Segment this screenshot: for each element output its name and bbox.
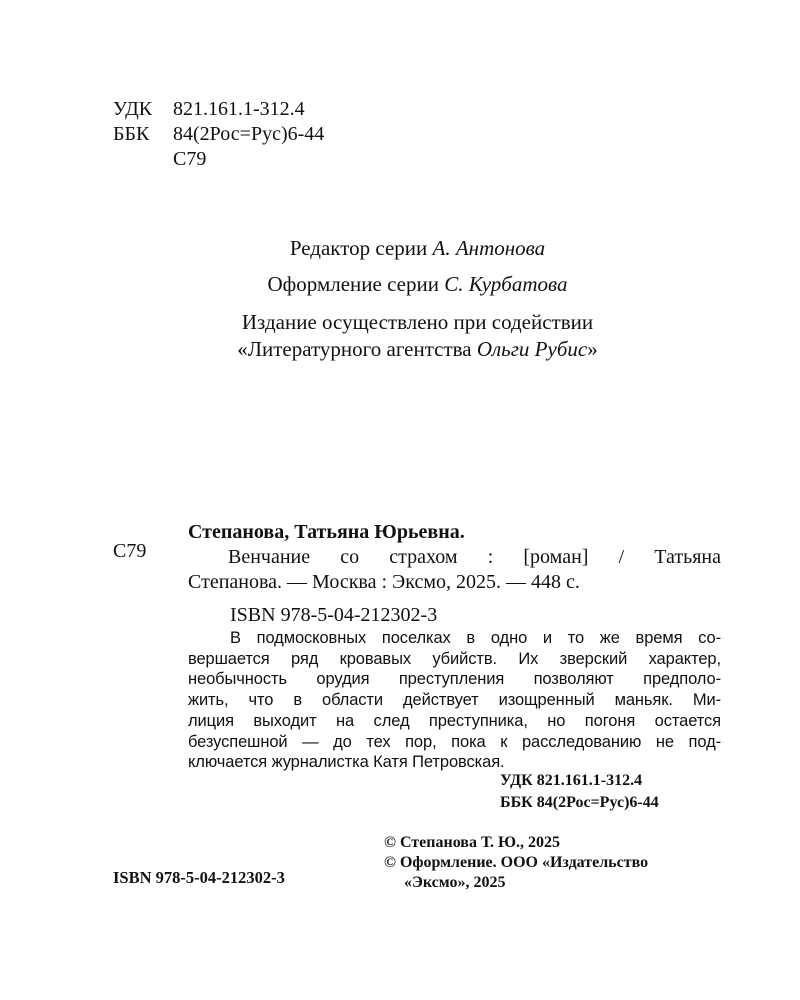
catalog-card xyxy=(188,520,721,628)
series-design-name: С. Курбатова xyxy=(444,272,568,296)
agency-line-2-prefix: «Литературного агентства xyxy=(237,337,472,361)
annotation-line: безуспешной — до тех пор, пока к расследованию не под- xyxy=(188,732,721,751)
author-sign: С79 xyxy=(173,148,207,170)
annotation-line: В подмосковных поселках в одно и то же время со- xyxy=(230,629,721,647)
agency-line-1: Издание осуществлено при содействии xyxy=(241,310,594,334)
catalog-author-heading: Степанова, Татьяна Юрьевна. xyxy=(188,521,465,543)
annotation xyxy=(188,628,721,773)
agency-line-2 xyxy=(0,336,800,363)
classification-block xyxy=(113,97,324,172)
copyright-block xyxy=(384,833,648,893)
copyright-author: © Степанова Т. Ю., 2025 xyxy=(384,834,561,851)
catalog-isbn: ISBN 978-5-04-212302-3 xyxy=(230,604,438,626)
series-editor-name: А. Антонова xyxy=(432,236,546,260)
bbk-label: ББК xyxy=(113,123,150,145)
catalog-udk: УДК 821.161.1-312.4 xyxy=(500,772,643,789)
agency-credit xyxy=(0,309,800,363)
annotation-line: лиция выходит на след преступника, но погоня остается xyxy=(188,711,721,730)
annotation-line: необычность орудия преступления позволяют предполо- xyxy=(188,670,721,689)
catalog-bbk: ББК 84(2Рос=Рус)6-44 xyxy=(500,794,659,811)
agency-line-2-suffix: » xyxy=(587,337,598,361)
annotation-line: вершается ряд кровавых убийств. Их зверский характер, xyxy=(188,649,721,668)
annotation-line: ключается журналистка Катя Петровская. xyxy=(188,753,505,772)
series-design-label: Оформление серии xyxy=(267,272,439,296)
annotation-line: жить, что в области действует изощренный маньяк. Ми- xyxy=(188,691,721,710)
catalog-code: С79 xyxy=(113,540,147,562)
udk-value: 821.161.1-312.4 xyxy=(173,98,305,120)
bbk-row xyxy=(113,122,324,147)
copyright-design-line-2: «Эксмо», 2025 xyxy=(404,874,506,891)
catalog-title-line-1: Венчание со страхом : [роман] / Татьяна xyxy=(228,546,721,568)
author-sign-row xyxy=(113,147,324,172)
series-editor-credit xyxy=(0,236,800,261)
udk-row xyxy=(113,97,324,122)
agency-name: Ольги Рубис xyxy=(476,337,588,361)
series-design-credit xyxy=(0,272,800,297)
footer-isbn: ISBN 978-5-04-212302-3 xyxy=(113,868,285,887)
series-editor-label: Редактор серии xyxy=(289,236,428,260)
udk-label: УДК xyxy=(113,98,153,120)
catalog-title-line-2: Степанова. — Москва : Эксмо, 2025. — 448 с. xyxy=(188,571,580,593)
copyright-design-line-1: © Оформление. ООО «Издательство xyxy=(384,854,649,871)
catalog-classification xyxy=(500,770,659,814)
bbk-value: 84(2Рос=Рус)6-44 xyxy=(173,123,325,145)
